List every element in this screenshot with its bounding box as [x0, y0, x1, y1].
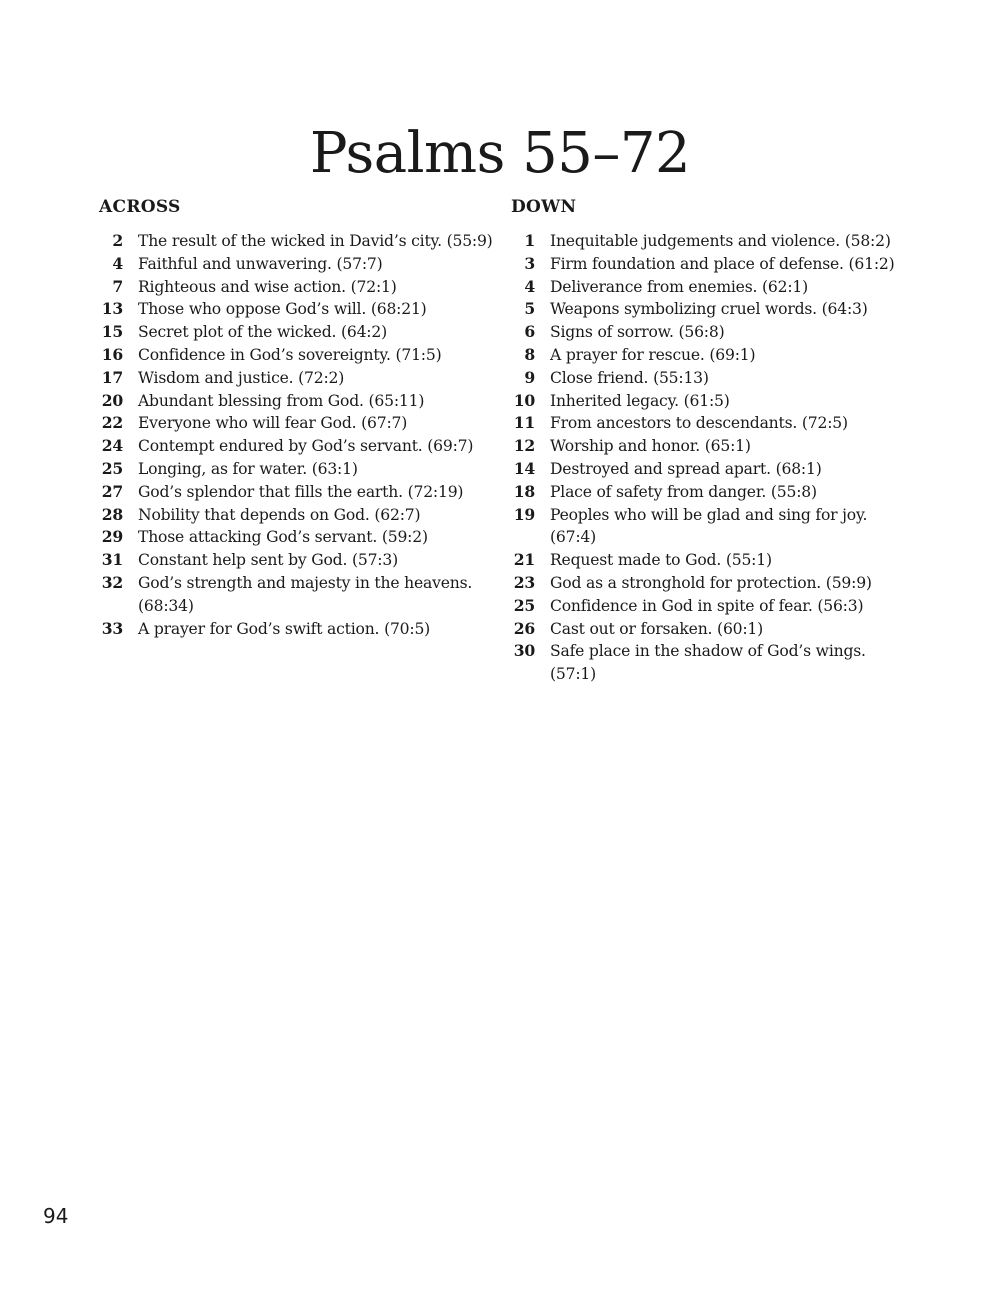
across-clue — [99, 276, 494, 299]
clue-text: Abundant blessing from God. (65:11) — [138, 391, 425, 410]
clue-text: Request made to God. (55:1) — [550, 551, 772, 570]
down-clue — [511, 321, 911, 344]
clue-number: 5 — [524, 299, 535, 319]
across-clue — [99, 458, 494, 481]
clue-number: 6 — [524, 322, 535, 342]
clue-number: 20 — [101, 390, 123, 410]
clue-number: 4 — [524, 276, 535, 296]
clue-text: The result of the wicked in David’s city. (55:9) — [138, 232, 493, 250]
clue-text: Those attacking God’s servant. (59:2) — [138, 528, 428, 547]
clue-text: A prayer for rescue. (69:1) — [550, 345, 756, 364]
clue-text: Inherited legacy. (61:5) — [550, 391, 730, 410]
down-clue — [511, 298, 911, 321]
down-clue — [511, 458, 911, 481]
clue-text: Peoples who will be glad and sing for joy. (67:4) — [550, 505, 868, 547]
clue-text: Secret plot of the wicked. (64:2) — [138, 323, 387, 342]
clue-text: Faithful and unwavering. (57:7) — [138, 254, 383, 273]
clue-text: Confidence in God’s sovereignty. (71:5) — [138, 345, 442, 364]
clue-number: 33 — [101, 618, 123, 638]
down-clue — [511, 253, 911, 276]
clue-number: 9 — [524, 367, 535, 387]
across-clue — [99, 367, 494, 390]
clue-number: 16 — [101, 344, 123, 364]
clue-number: 28 — [101, 504, 123, 524]
across-clue — [99, 526, 494, 549]
across-clue — [99, 230, 494, 253]
across-clue — [99, 481, 494, 504]
clue-number: 25 — [101, 458, 123, 478]
across-clue — [99, 253, 494, 276]
across-clue — [99, 504, 494, 527]
clue-text: Contempt endured by God’s servant. (69:7) — [138, 437, 474, 456]
down-clue — [511, 504, 911, 550]
clue-text: Weapons symbolizing cruel words. (64:3) — [550, 300, 868, 319]
clue-text: Inequitable judgements and violence. (58:2) — [550, 232, 891, 250]
clue-number: 22 — [101, 413, 123, 433]
clue-number: 18 — [513, 481, 535, 501]
clue-text: Safe place in the shadow of God’s wings. (57:1) — [550, 642, 866, 684]
clue-text: Firm foundation and place of defense. (61:2) — [550, 254, 895, 273]
across-clue — [99, 572, 494, 618]
clue-text: Constant help sent by God. (57:3) — [138, 551, 398, 570]
clue-number: 29 — [101, 527, 123, 547]
clue-text: Place of safety from danger. (55:8) — [550, 482, 817, 501]
across-clue — [99, 435, 494, 458]
across-clue — [99, 298, 494, 321]
clue-text: Everyone who will fear God. (67:7) — [138, 414, 408, 433]
clue-number: 11 — [513, 413, 535, 433]
across-clue — [99, 390, 494, 413]
across-heading: ACROSS — [99, 197, 181, 217]
clue-number: 2 — [112, 231, 123, 250]
down-clue — [511, 390, 911, 413]
down-clues-section — [511, 196, 911, 686]
down-clue — [511, 595, 911, 618]
clue-text: Longing, as for water. (63:1) — [138, 459, 358, 478]
clue-number: 10 — [513, 390, 535, 410]
down-clue — [511, 367, 911, 390]
across-clues-section — [99, 196, 494, 640]
clue-number: 15 — [101, 322, 123, 342]
down-clue — [511, 412, 911, 435]
clue-number: 12 — [513, 436, 535, 456]
down-clue — [511, 618, 911, 641]
clue-number: 14 — [513, 458, 535, 478]
clue-text: Confidence in God in spite of fear. (56:3) — [550, 596, 864, 615]
clue-text: Deliverance from enemies. (62:1) — [550, 277, 809, 296]
clue-number: 19 — [513, 504, 535, 524]
clue-text: Nobility that depends on God. (62:7) — [138, 505, 421, 524]
page-title: Psalms 55–72 — [309, 120, 691, 186]
down-clue — [511, 572, 911, 595]
clue-number: 23 — [513, 572, 535, 592]
clue-number: 7 — [112, 276, 123, 296]
clue-text: Righteous and wise action. (72:1) — [138, 277, 397, 296]
clue-number: 17 — [101, 367, 123, 387]
clue-number: 4 — [112, 253, 123, 273]
down-clue — [511, 549, 911, 572]
clue-number: 26 — [513, 618, 535, 638]
clue-text: God’s strength and majesty in the heavens. (68:34) — [138, 573, 473, 615]
across-clue — [99, 412, 494, 435]
clue-number: 21 — [513, 550, 535, 570]
across-clue — [99, 618, 494, 641]
clue-text: A prayer for God’s swift action. (70:5) — [138, 619, 431, 638]
clue-number: 24 — [101, 436, 123, 456]
clue-number: 13 — [101, 299, 123, 319]
clue-text: Cast out or forsaken. (60:1) — [550, 619, 764, 638]
down-clue — [511, 435, 911, 458]
clue-text: Signs of sorrow. (56:8) — [550, 323, 725, 342]
across-clue — [99, 344, 494, 367]
down-clue — [511, 230, 911, 253]
across-clue — [99, 549, 494, 572]
down-clue — [511, 640, 911, 686]
clue-text: Worship and honor. (65:1) — [550, 437, 751, 456]
clue-text: God as a stronghold for protection. (59:9) — [550, 573, 872, 592]
clue-number: 8 — [524, 344, 535, 364]
clue-text: God’s splendor that fills the earth. (72:19) — [138, 482, 464, 501]
clue-number: 25 — [513, 595, 535, 615]
clue-text: Close friend. (55:13) — [550, 368, 709, 387]
down-heading: DOWN — [511, 197, 577, 217]
page-number: 94 — [43, 1204, 69, 1228]
across-clue — [99, 321, 494, 344]
down-clue — [511, 344, 911, 367]
clue-text: From ancestors to descendants. (72:5) — [550, 414, 848, 433]
clue-number: 27 — [101, 481, 123, 501]
down-clue — [511, 276, 911, 299]
clue-text: Destroyed and spread apart. (68:1) — [550, 459, 822, 478]
clue-text: Those who oppose God’s will. (68:21) — [138, 300, 427, 319]
clue-text: Wisdom and justice. (72:2) — [138, 368, 345, 387]
clue-number: 32 — [101, 572, 123, 592]
down-clue — [511, 481, 911, 504]
across-clue-list — [99, 230, 494, 640]
clue-number: 31 — [101, 550, 123, 570]
down-clue-list — [511, 230, 911, 686]
clue-number: 1 — [524, 231, 535, 250]
clue-number: 3 — [524, 253, 535, 273]
clue-number: 30 — [513, 641, 535, 661]
